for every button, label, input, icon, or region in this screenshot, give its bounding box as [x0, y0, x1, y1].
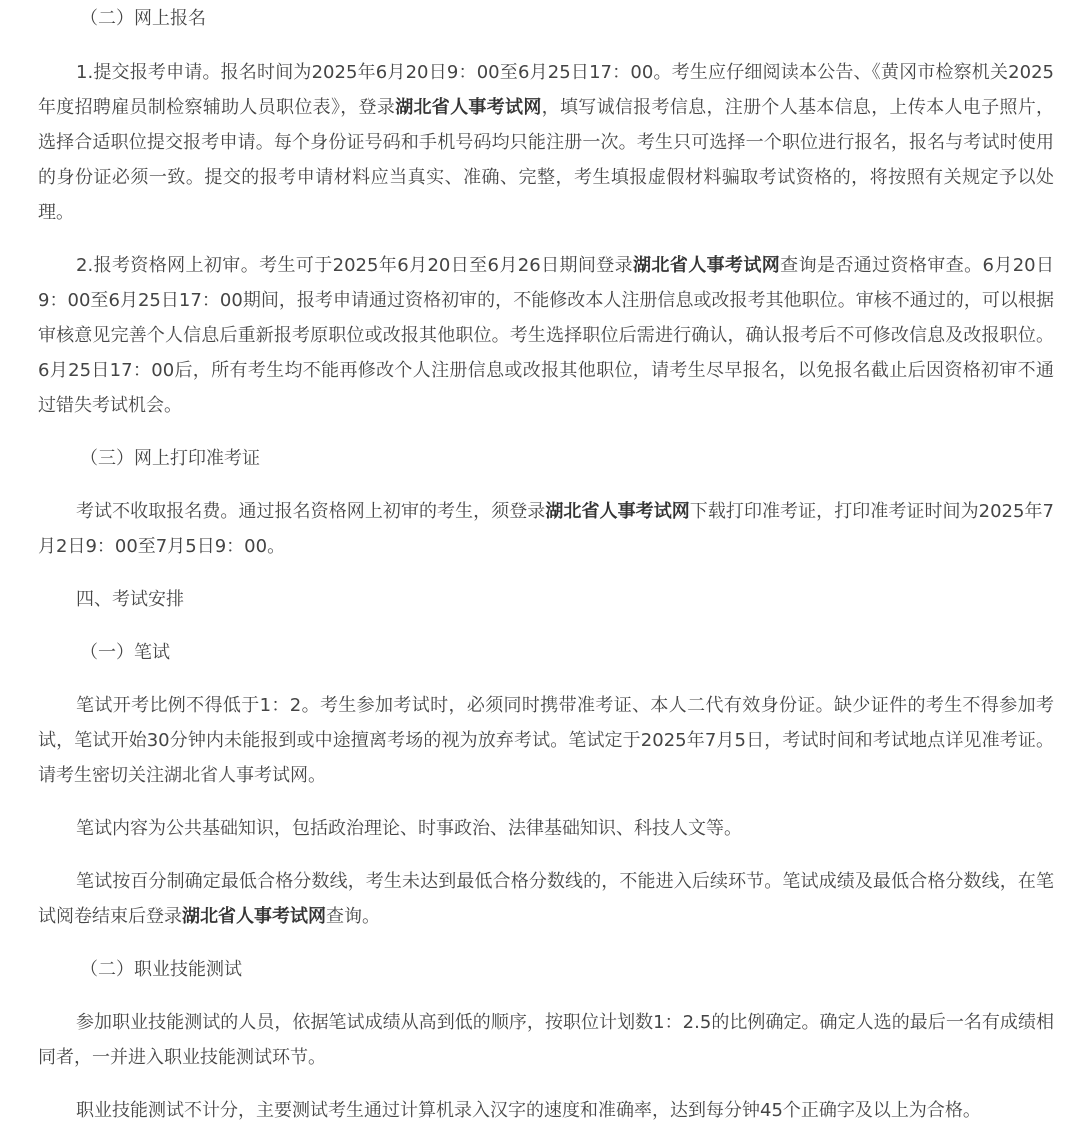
heading-text: 四、考试安排 — [76, 589, 184, 610]
paragraph-text: 笔试按百分制确定最低合格分数线，考生未达到最低合格分数线的，不能进入后续环节。笔试成绩及最低合格分数线，在笔试阅卷结束后登录 — [38, 871, 1054, 927]
exam-website-link: 湖北省人事考试网 — [182, 906, 326, 927]
exam-website-link: 湖北省人事考试网 — [545, 501, 690, 522]
paragraph-written-exam-content — [38, 811, 1054, 846]
paragraph-text: 笔试内容为公共基础知识，包括政治理论、时事政治、法律基础知识、科技人文等。 — [76, 818, 742, 839]
paragraph-skill-test-standard — [38, 1093, 1054, 1128]
heading-text: （二）职业技能测试 — [80, 959, 242, 980]
paragraph-text: 下载打印准考证，打印准考证时间为2025年7月2日9：00至7月5日9：00。 — [38, 501, 1055, 557]
exam-website-link: 湖北省人事考试网 — [395, 97, 542, 118]
paragraph-submit-application — [38, 55, 1054, 230]
paragraph-admission-ticket — [38, 494, 1054, 564]
paragraph-text: 2.报考资格网上初审。考生可于2025年6月20日至6月26日期间登录 — [76, 255, 634, 276]
paragraph-text: 查询是否通过资格审查。6月20日9：00至6月25日17：00期间，报考申请通过资格初审的，不能修改本人注册信息或改报考其他职位。审核不通过的，可以根据审核意见完善个人信息后重新报考原职位或改报其他职位。考生选择职位后需进行确认，确认报考后不可修改信息及改报职位。6月25日17：00后，所有考生均不能再修改个人注册信息或改报其他职位，请考生尽早报名，以免报名截止后因资格初审不通过错失考试机会。 — [38, 255, 1054, 416]
paragraph-qualification-review — [38, 248, 1054, 423]
exam-website-link: 湖北省人事考试网 — [633, 255, 781, 276]
paragraph-text: 考试不收取报名费。通过报名资格网上初审的考生，须登录 — [76, 501, 546, 522]
heading-text: （一）笔试 — [80, 642, 170, 663]
paragraph-text: ，填写诚信报考信息，注册个人基本信息，上传本人电子照片，选择合适职位提交报考申请。每个身份证号码和手机号码均只能注册一次。考生只可选择一个职位进行报名，报名与考试时使用的身份证必须一致。提交的报考申请材料应当真实、准确、完整，考生填报虚假材料骗取考试资格的，将按照有关规定予以处理。 — [38, 97, 1055, 223]
paragraph-written-exam-score — [38, 864, 1054, 934]
section-heading-online-registration — [38, 0, 1054, 36]
paragraph-skill-test-selection — [38, 1005, 1054, 1075]
section-heading-print-admission — [38, 441, 1054, 476]
paragraph-text: 参加职业技能测试的人员，依据笔试成绩从高到低的顺序，按职位计划数1：2.5的比例确定。确定人选的最后一名有成绩相同者，一并进入职业技能测试环节。 — [38, 1012, 1054, 1068]
section-heading-exam-arrangement — [38, 582, 1054, 617]
section-heading-skill-test — [38, 952, 1054, 987]
section-heading-written-exam — [38, 635, 1054, 670]
paragraph-text: 1.提交报考申请。报名时间为2025年6月20日9：00至6月25日17：00。考生应仔细阅读本公告、《黄冈市检察机关2025年度招聘雇员制检察辅助人员职位表》，登录 — [38, 62, 1054, 118]
paragraph-text: 查询。 — [326, 906, 380, 927]
paragraph-written-exam-rules — [38, 688, 1054, 793]
paragraph-text: 笔试开考比例不得低于1：2。考生参加考试时，必须同时携带准考证、本人二代有效身份证。缺少证件的考生不得参加考试，笔试开始30分钟内未能报到或中途擅离考场的视为放弃考试。笔试定于2025年7月5日，考试时间和考试地点详见准考证。请考生密切关注湖北省人事考试网。 — [38, 695, 1054, 786]
paragraph-text: 职业技能测试不计分，主要测试考生通过计算机录入汉字的速度和准确率，达到每分钟45个正确字及以上为合格。 — [76, 1100, 981, 1121]
heading-text: （二）网上报名 — [80, 8, 206, 29]
heading-text: （三）网上打印准考证 — [80, 448, 260, 469]
